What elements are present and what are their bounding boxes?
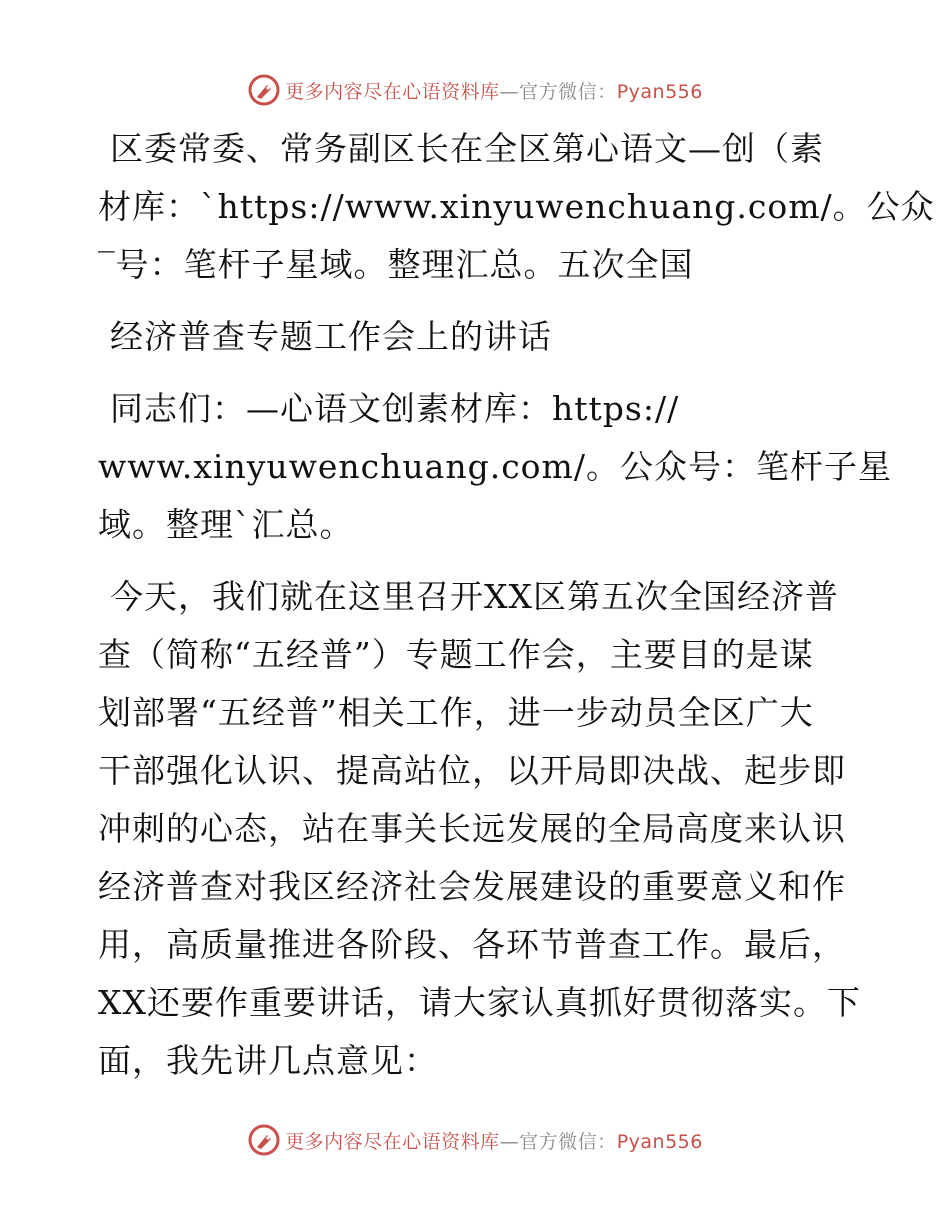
title-line: ‾号：笔杆子星域。整理汇总。五次全国 [98,245,694,284]
banner-wechat-id: Pyan556 [616,1130,703,1153]
pen-nib-logo-icon [247,73,281,107]
banner-lead: 更多内容尽在心语资料库 [285,1130,500,1153]
salutation-line: www.xinyuwenchuang.com/。公众号：笔杆子星 [98,447,892,486]
document-body [98,120,935,1090]
banner-lead: 更多内容尽在心语资料库 [285,80,500,103]
title-line: 区委常委、常务副区长在全区第心语文—创（素 [110,129,824,168]
body-line: 查（简称“五经普”）专题工作会，主要目的是谋 [98,635,814,674]
pen-nib-logo-icon [247,1123,281,1157]
body-line: 划部署“五经普”相关工作，进一步动员全区广大 [98,693,814,732]
salutation-line: 同志们：—心语文创素材库：https:// [110,389,680,428]
title-line: 材库：`https://www.xinyuwenchuang.com/。公众 [98,187,935,226]
body-line: 干部强化认识、提高站位，以开局即决战、起步即 [98,751,846,790]
banner-official: —官方微信： [499,1130,617,1153]
title-line: 经济普查专题工作会上的讲话 [110,317,552,356]
banner-wechat-id: Pyan556 [616,80,703,103]
body-line: 面，我先讲几点意见： [98,1041,438,1080]
body-line: 今天，我们就在这里召开XX区第五次全国经济普 [110,577,839,616]
body-line: 用，高质量推进各阶段、各环节普查工作。最后， [98,925,846,964]
salutation-line: 域。整理`汇总。 [98,505,354,544]
banner-text [285,1127,703,1154]
footer-banner [0,1120,950,1160]
body-line: 经济普查对我区经济社会发展建设的重要意义和作 [98,867,846,906]
banner-official: —官方微信： [499,80,617,103]
body-line: 冲刺的心态，站在事关长远发展的全局高度来认识 [98,809,846,848]
header-banner [0,70,950,110]
banner-text [285,77,703,104]
body-line: XX还要作重要讲话，请大家认真抓好贯彻落实。下 [98,983,861,1022]
